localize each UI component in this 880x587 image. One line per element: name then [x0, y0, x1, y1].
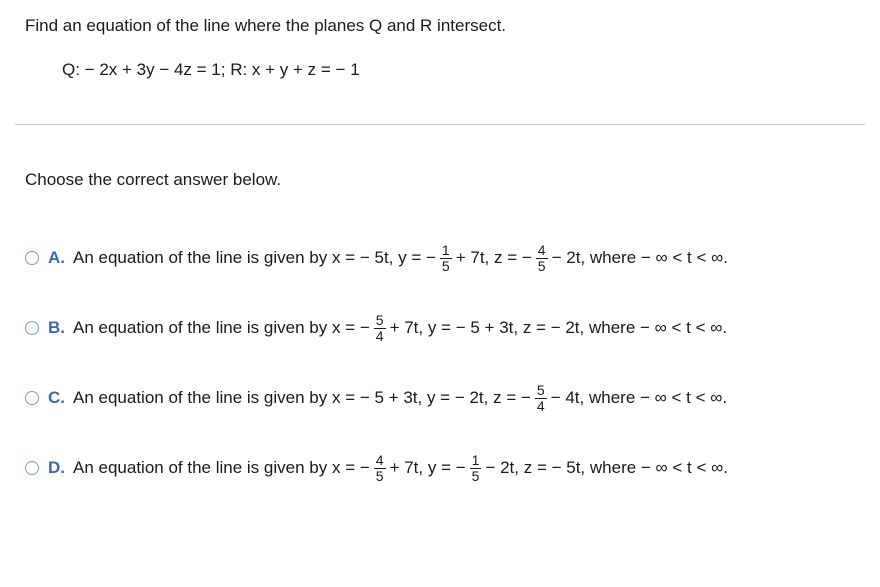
- fraction-denominator: 5: [375, 467, 384, 484]
- option-c-part-1: x = − 5 + 3t, y = − 2t, z = −: [331, 388, 531, 407]
- radio-button-b[interactable]: [25, 321, 39, 335]
- option-letter-b: B.: [48, 318, 65, 337]
- fraction-numerator: 5: [536, 381, 545, 398]
- fraction-denominator: 5: [471, 467, 480, 484]
- option-letter-c: C.: [48, 388, 65, 407]
- option-d-part-1: x = −: [331, 458, 370, 477]
- fraction-numerator: 4: [537, 241, 546, 258]
- plane-equations: Q: − 2x + 3y − 4z = 1; R: x + y + z = − 1: [62, 60, 360, 79]
- answer-option-b[interactable]: [25, 306, 727, 350]
- answer-option-a[interactable]: [25, 236, 728, 280]
- fraction-1-5: [440, 243, 452, 274]
- question-title: Find an equation of the line where the planes Q and R intersect.: [25, 16, 507, 35]
- option-lead-a: An equation of the line is given by: [73, 248, 328, 267]
- fraction-1-5: [470, 453, 482, 484]
- radio-button-c[interactable]: [25, 391, 39, 405]
- option-d-part-2: + 7t, y = −: [389, 458, 466, 477]
- option-a-part-2: + 7t, z = −: [455, 248, 532, 267]
- fraction-numerator: 1: [441, 241, 450, 258]
- option-d-part-3: − 2t, z = − 5t, where − ∞ < t < ∞.: [485, 458, 728, 477]
- divider: [15, 124, 865, 125]
- fraction-5-4: [374, 313, 386, 344]
- fraction-numerator: 4: [375, 451, 384, 468]
- option-a-part-3: − 2t, where − ∞ < t < ∞.: [551, 248, 728, 267]
- option-lead-c: An equation of the line is given by: [73, 388, 328, 407]
- answer-option-d[interactable]: [25, 446, 728, 490]
- answer-prompt: Choose the correct answer below.: [25, 170, 282, 189]
- answer-option-c[interactable]: [25, 376, 727, 420]
- fraction-denominator: 5: [537, 257, 546, 274]
- fraction-denominator: 5: [441, 257, 450, 274]
- radio-button-a[interactable]: [25, 251, 39, 265]
- option-letter-d: D.: [48, 458, 65, 477]
- fraction-numerator: 5: [375, 311, 384, 328]
- option-letter-a: A.: [48, 248, 65, 267]
- fraction-4-5: [536, 243, 548, 274]
- option-a-part-1: x = − 5t, y = −: [331, 248, 436, 267]
- option-c-part-2: − 4t, where − ∞ < t < ∞.: [550, 388, 728, 407]
- option-b-part-1: x = −: [331, 318, 370, 337]
- fraction-denominator: 4: [536, 397, 545, 414]
- fraction-numerator: 1: [471, 451, 480, 468]
- fraction-4-5: [374, 453, 386, 484]
- option-lead-b: An equation of the line is given by: [73, 318, 328, 337]
- option-lead-d: An equation of the line is given by: [73, 458, 328, 477]
- radio-button-d[interactable]: [25, 461, 39, 475]
- fraction-denominator: 4: [375, 327, 384, 344]
- option-b-part-2: + 7t, y = − 5 + 3t, z = − 2t, where − ∞ < t < ∞.: [389, 318, 728, 337]
- fraction-5-4: [535, 383, 547, 414]
